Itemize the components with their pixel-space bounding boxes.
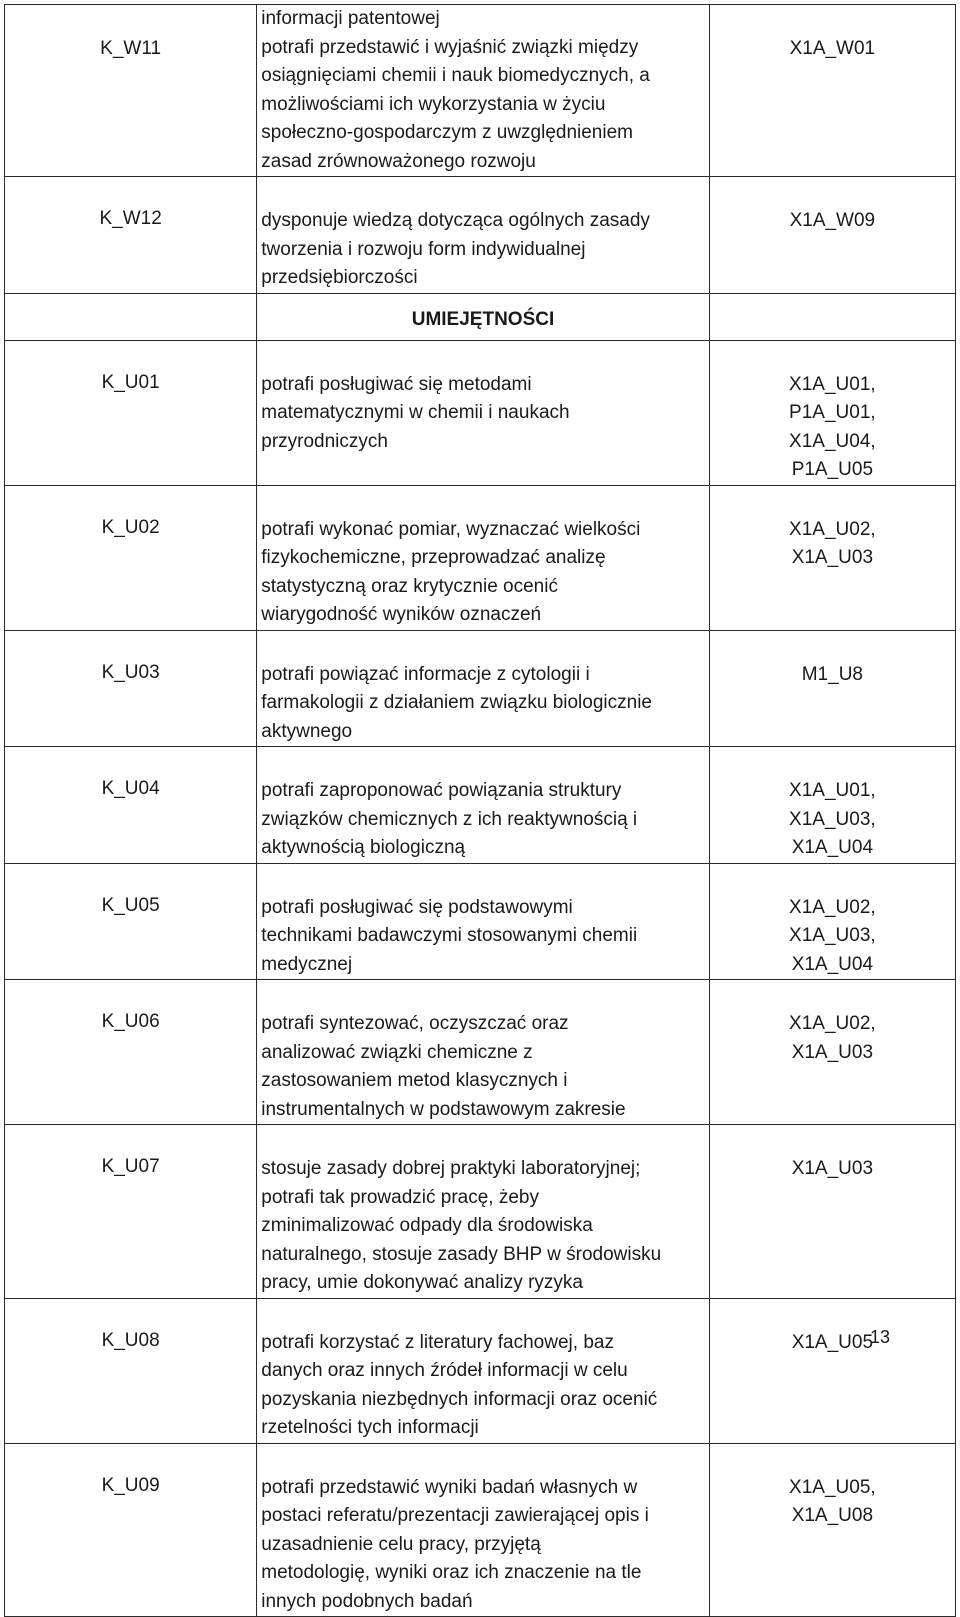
text-line: danych oraz innych źródeł informacji w celu [261,1360,628,1381]
text-line: instrumentalnych w podstawowym zakresie [261,1098,626,1120]
text-line: X1A_U03 [791,1041,874,1063]
outcome-description [257,1443,709,1617]
text-line: informacji patentowej [261,8,440,29]
text-line: X1A_U08 [791,1505,874,1526]
text-line: zasad zrównoważonego rozwoju [261,150,536,172]
outcome-reference [709,1443,955,1617]
outcome-code: K_W12 [5,177,257,294]
text-line: aktywnością biologiczną [261,837,466,858]
outcome-description [257,5,709,177]
outcome-code: K_U04 [5,747,257,864]
outcome-code: K_U08 [5,1298,257,1443]
outcome-reference [709,1125,955,1299]
text-line: dysponuje wiedzą dotycząca ogólnych zasady [261,210,650,231]
text-line: X1A_U05, [789,1476,876,1498]
text-line: stosuje zasady dobrej praktyki laboratoryjnej; [261,1158,641,1179]
text-line: uzasadnienie celu pracy, przyjętą [261,1533,541,1555]
text-line: fizykochemiczne, przeprowadzać analizę [261,547,606,568]
text-line: X1A_U01, [789,780,876,801]
text-line: przyrodniczych [261,430,388,452]
text-line: medycznej [261,953,353,975]
text-line: potrafi przedstawić i wyjaśnić związki między [261,36,639,58]
outcome-description [257,630,709,747]
text-line: potrafi powiązać informacje z cytologii i [261,663,590,685]
text-line: matematycznymi w chemii i naukach [261,402,570,423]
outcome-description [257,980,709,1125]
outcome-reference [709,177,955,294]
text-line: X1A_U04, [789,430,876,452]
text-line: pracy, umie dokonywać analizy ryzyka [261,1272,583,1293]
text-line: X1A_U04 [791,953,874,975]
empty-cell [5,293,257,340]
section-heading: UMIEJĘTNOŚCI [257,293,709,340]
text-line: X1A_U02, [789,1013,876,1034]
text-line: statystyczną oraz krytycznie ocenić [261,575,558,597]
outcome-code: K_U05 [5,863,257,980]
outcome-reference [709,340,955,485]
outcome-row [5,747,956,864]
outcome-row [5,177,956,294]
section-heading-row [5,293,956,340]
outcome-code: K_U07 [5,1125,257,1299]
text-line: X1A_U02, [789,896,876,918]
text-line: zastosowaniem metod klasycznych i [261,1070,568,1091]
text-line: osiągnięciami chemii i nauk biomedycznych, a [261,65,650,86]
text-line: możliwościami ich wykorzystania w życiu [261,93,606,115]
text-line: metodologię, wyniki oraz ich znaczenie na tle [261,1562,642,1583]
outcome-row [5,1443,956,1617]
text-line: X1A_U03 [791,1158,874,1179]
text-line: potrafi tak prowadzić pracę, żeby [261,1186,539,1208]
text-line: X1A_U05 [791,1331,874,1353]
empty-cell [709,293,955,340]
text-line: naturalnego, stosuje zasady BHP w środowisku [261,1243,662,1265]
outcome-reference [709,1298,955,1443]
outcome-description [257,177,709,294]
outcome-description [257,747,709,864]
text-line: X1A_U03 [791,547,874,568]
text-line: P1A_U01, [789,402,876,423]
text-line: potrafi wykonać pomiar, wyznaczać wielkości [261,518,641,540]
outcome-description [257,863,709,980]
outcome-reference [709,485,955,630]
text-line: X1A_U04 [791,837,874,858]
text-line: M1_U8 [801,663,863,685]
outcome-row [5,1298,956,1443]
outcome-description [257,1298,709,1443]
text-line: X1A_U03, [789,925,876,946]
outcome-row [5,980,956,1125]
outcome-reference [709,747,955,864]
text-line: aktywnego [261,720,353,742]
text-line: X1A_U02, [789,518,876,540]
outcome-row [5,340,956,485]
outcome-code: K_U03 [5,630,257,747]
page-number: 13 [869,1327,890,1347]
outcome-row [5,863,956,980]
text-line: analizować związki chemiczne z [261,1041,533,1063]
text-line: przedsiębiorczości [261,267,418,288]
text-line: farmakologii z działaniem związku biologicznie [261,692,652,713]
text-line: społeczno-gospodarczym z uwzględnieniem [261,122,633,143]
outcome-reference [709,863,955,980]
text-line: potrafi syntezować, oczyszczać oraz [261,1013,569,1034]
outcome-row [5,485,956,630]
outcome-code: K_U01 [5,340,257,485]
text-line: zminimalizować odpady dla środowiska [261,1215,593,1236]
text-line: technikami badawczymi stosowanymi chemii [261,925,638,946]
text-line: pozyskania niezbędnych informacji oraz ocenić [261,1388,658,1410]
text-line: potrafi posługiwać się metodami [261,373,532,395]
text-line: wiarygodność wyników oznaczeń [261,604,542,625]
text-line: związków chemicznych z ich reaktywnością i [261,808,638,830]
text-line: X1A_W01 [789,38,876,59]
outcome-row [5,1125,956,1299]
outcome-reference [709,5,955,177]
text-line: rzetelności tych informacji [261,1417,479,1438]
outcome-description [257,340,709,485]
outcome-code: K_U02 [5,485,257,630]
text-line: tworzenia i rozwoju form indywidualnej [261,238,586,260]
text-line: P1A_U05 [791,459,874,480]
text-line: potrafi korzystać z literatury fachowej, baz [261,1331,614,1353]
outcome-reference [709,630,955,747]
text-line: innych podobnych badań [261,1590,473,1612]
outcome-reference [709,980,955,1125]
outcome-code: K_U06 [5,980,257,1125]
outcome-code: K_U09 [5,1443,257,1617]
outcome-row [5,5,956,177]
text-line: X1A_U03, [789,808,876,830]
text-line: postaci referatu/prezentacji zawierającej opis i [261,1505,649,1526]
outcome-description [257,485,709,630]
learning-outcomes-table [4,4,956,1617]
text-line: X1A_U01, [789,373,876,395]
outcome-row [5,630,956,747]
text-line: potrafi przedstawić wyniki badań własnych w [261,1476,638,1498]
text-line: potrafi zaproponować powiązania struktury [261,780,622,801]
outcome-code: K_W11 [5,5,257,177]
text-line: X1A_W09 [789,210,876,231]
text-line: potrafi posługiwać się podstawowymi [261,896,573,918]
outcome-description [257,1125,709,1299]
